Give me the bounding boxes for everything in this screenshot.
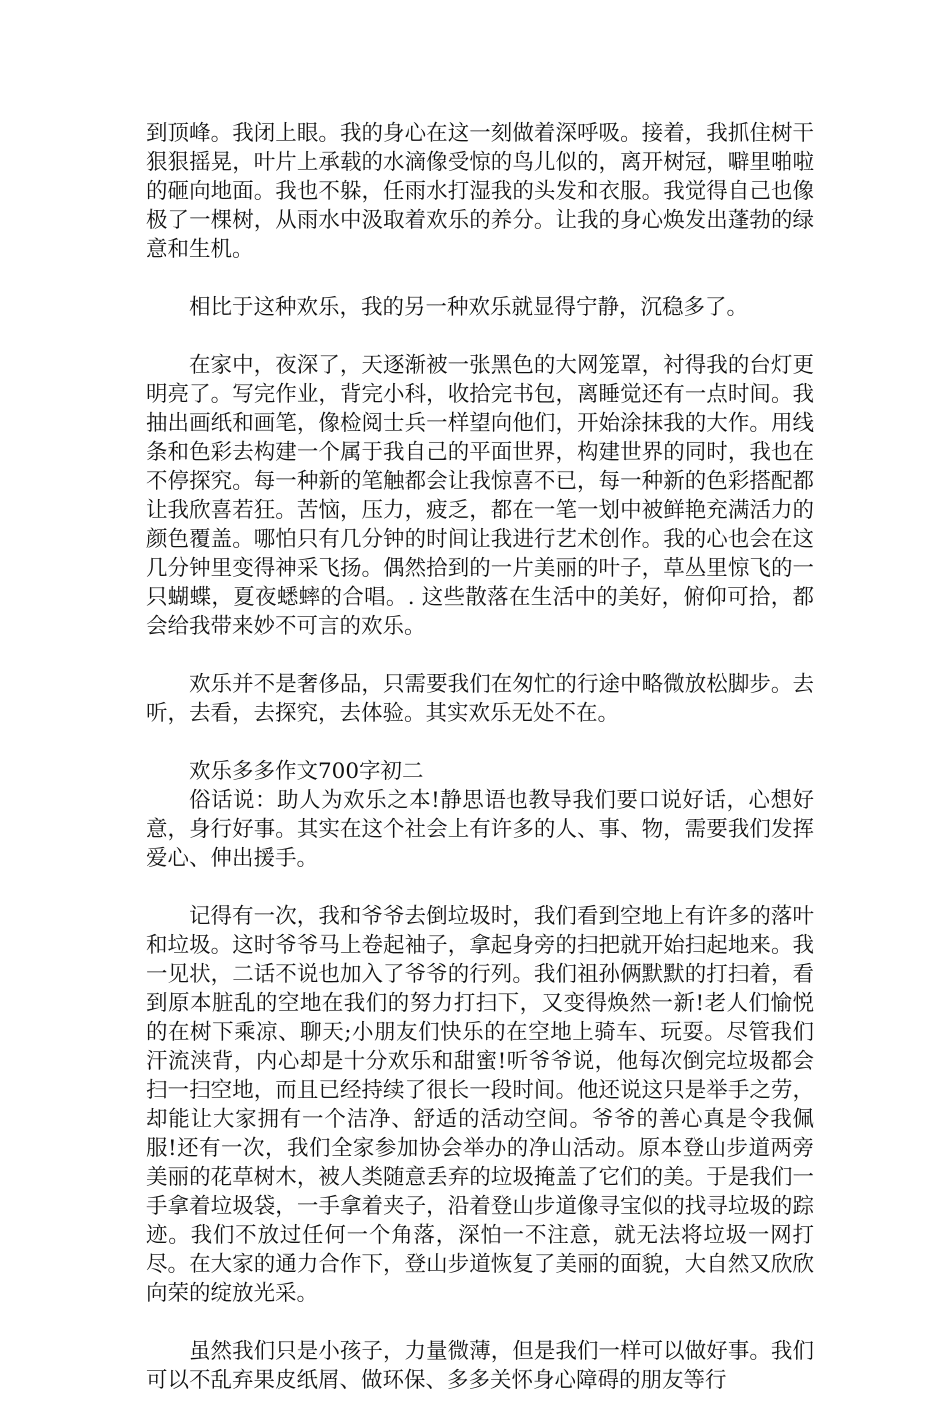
paragraph: 相比于这种欢乐，我的另一种欢乐就显得宁静，沉稳多了。 <box>189 295 749 320</box>
paragraph-continued: 到顶峰。我闭上眼。我的身心在这一刻做着深呼吸。接着，我抓住树干狠狠摇晃，叶片上承载的水滴像受惊的鸟儿似的，离开树冠，噼里啪啦的砸向地面。我也不躲，任雨水打湿我的头发和衣服。我觉得自己也像极了一棵树，从雨水中汲取着欢乐的养分。让我的身心焕发出蓬勃的绿意和生机。 <box>146 121 814 262</box>
section-heading: 欢乐多多作文700字初二 <box>189 759 424 784</box>
paragraph: 在家中，夜深了，天逐渐被一张黑色的大网笼罩，衬得我的台灯更明亮了。写完作业，背完小科，收拾完书包，离睡觉还有一点时间。我抽出画纸和画笔，像检阅士兵一样望向他们，开始涂抹我的大作。用线条和色彩去构建一个属于我自己的平面世界，构建世界的同时，我也在不停探究。每一种新的笔触都会让我惊喜不已，每一种新的色彩搭配都让我欣喜若狂。苦恼，压力，疲乏，都在一笔一划中被鲜艳充满活力的颜色覆盖。哪怕只有几分钟的时间让我进行艺术创作。我的心也会在这几分钟里变得神采飞扬。偶然拾到的一片美丽的叶子，草丛里惊飞的一只蝴蝶，夏夜蟋蟀的合唱。. 这些散落在生活中的美好，俯仰可拾，都会给我带来妙不可言的欢乐。 <box>146 353 814 639</box>
paragraph: 记得有一次，我和爷爷去倒垃圾时，我们看到空地上有许多的落叶和垃圾。这时爷爷马上卷起袖子，拿起身旁的扫把就开始扫起地来。我一见状，二话不说也加入了爷爷的行列。我们祖孙俩默默的打扫着，看到原本脏乱的空地在我们的努力打扫下，又变得焕然一新!老人们愉悦的在树下乘凉、聊天;小朋友们快乐的在空地上骑车、玩耍。尽管我们汗流浃背，内心却是十分欢乐和甜蜜!听爷爷说，他每次倒完垃圾都会扫一扫空地，而且已经持续了很长一段时间。他还说这只是举手之劳，却能让大家拥有一个洁净、舒适的活动空间。爷爷的善心真是令我佩服!还有一次，我们全家参加协会举办的净山活动。原本登山步道两旁美丽的花草树木，被人类随意丢弃的垃圾掩盖了它们的美。于是我们一手拿着垃圾袋，一手拿着夹子，沿着登山步道像寻宝似的找寻垃圾的踪迹。我们不放过任何一个角落，深怕一不注意，就无法将垃圾一网打尽。在大家的通力合作下，登山步道恢复了美丽的面貌，大自然又欣欣向荣的绽放光采。 <box>146 904 814 1306</box>
paragraph: 欢乐并不是奢侈品，只需要我们在匆忙的行途中略微放松脚步。去听，去看，去探究，去体验。其实欢乐无处不在。 <box>146 672 814 726</box>
paragraph: 俗话说：助人为欢乐之本!静思语也教导我们要口说好话，心想好意，身行好事。其实在这个社会上有许多的人、事、物，需要我们发挥爱心、伸出援手。 <box>146 788 814 871</box>
document-body <box>146 119 814 1424</box>
paragraph: 虽然我们只是小孩子，力量微薄，但是我们一样可以做好事。我们可以不乱弃果皮纸屑、做环保、多多关怀身心障碍的朋友等行 <box>146 1339 814 1393</box>
